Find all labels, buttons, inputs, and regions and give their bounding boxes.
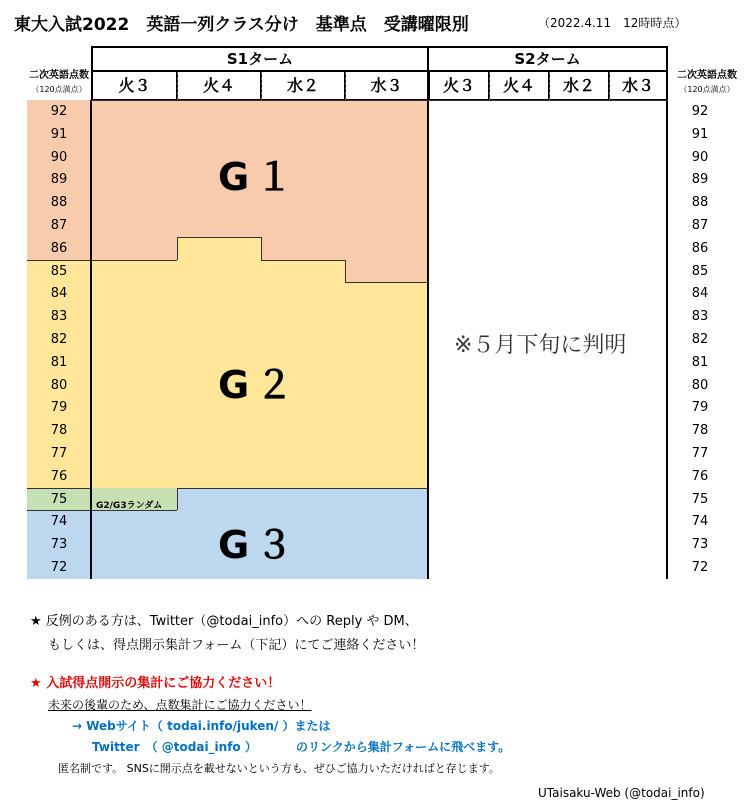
score-label-right: 77 (691, 446, 709, 461)
g1-g2-boundary (261, 260, 345, 261)
score-label-right: 91 (691, 126, 709, 142)
day-divider (549, 72, 550, 100)
score-label-right: 81 (691, 354, 709, 370)
day-header-s1-wed3: 水３ (345, 72, 429, 100)
score-label-left: 88 (27, 191, 91, 214)
g1-block (345, 100, 429, 282)
score-label-left: 72 (27, 556, 91, 579)
note-line-3 (30, 672, 280, 691)
g2-block (345, 282, 429, 487)
score-label-left: 92 (27, 100, 91, 123)
score-label-left: 82 (27, 328, 91, 351)
website-link[interactable]: → Webサイト（ todai.info/juken/ ）または (72, 719, 331, 733)
group-label-g3: G３ (218, 523, 300, 567)
g1-g2-boundary (177, 237, 261, 238)
score-label-right: 88 (691, 195, 709, 211)
day-header-s2-wed2: 水２ (549, 72, 609, 100)
score-label-left: 87 (27, 214, 91, 237)
score-label-left: 76 (27, 465, 91, 488)
g1-block (91, 100, 177, 260)
note-line-6b: のリンクから集計フォームに飛べます。 (296, 740, 511, 754)
step-edge (177, 488, 178, 511)
score-boundary (27, 260, 91, 261)
score-label-left: 84 (27, 282, 91, 305)
g1-g2-boundary (345, 282, 429, 283)
day-divider (609, 72, 610, 100)
score-label-right: 92 (691, 104, 709, 119)
score-label-right: 80 (691, 377, 709, 393)
g3-block (345, 488, 429, 579)
star-icon: ★ (30, 614, 42, 629)
page-title: 東大入試2022 英語一列クラス分け 基準点 受講曜限別 (14, 15, 469, 35)
score-label-left: 90 (27, 146, 91, 169)
g2-g3-boundary (177, 488, 261, 489)
note-line-1 (30, 610, 418, 629)
g3-block (91, 510, 177, 578)
score-label-left: 74 (27, 510, 91, 533)
score-label-right: 83 (691, 309, 709, 325)
note-line-3-text: 入試得点開示の集計にご協力ください！ (46, 676, 281, 691)
group-label-g2: G２ (218, 363, 300, 407)
step-edge (261, 237, 262, 260)
g2-block (91, 260, 177, 511)
day-divider (345, 72, 346, 100)
g1-g2-boundary (91, 260, 177, 261)
score-label-right: 73 (691, 537, 709, 553)
date-note: （2022.4.11 12時時点） (538, 16, 687, 30)
score-label-right: 75 (691, 491, 709, 507)
day-header-s2-wed3: 水３ (609, 72, 668, 100)
term-header-s1: S1ターム (91, 46, 429, 72)
score-label-right: 90 (691, 149, 709, 165)
score-label-right: 78 (691, 423, 709, 439)
score-label-left: 79 (27, 396, 91, 419)
day-header-s2-tue3: 火３ (429, 72, 489, 100)
day-header-s1-tue4: 火４ (177, 72, 261, 100)
term-header-s2: S2ターム (427, 46, 668, 72)
score-label-right: 79 (691, 400, 709, 416)
s2-pending-note: ※５月下旬に判明 (454, 333, 627, 358)
axis-header-right: 二次英語点数 (677, 70, 737, 81)
day-divider (489, 72, 490, 100)
score-boundary (27, 488, 91, 489)
score-label-left: 80 (27, 374, 91, 397)
grid-mid-border (427, 100, 429, 579)
score-label-left: 75 (27, 488, 91, 511)
score-label-right: 85 (691, 263, 709, 279)
score-label-left: 89 (27, 168, 91, 191)
grid-right-border (666, 100, 668, 579)
g2-g3-boundary (345, 488, 429, 489)
score-label-left: 85 (27, 260, 91, 283)
score-label-right: 84 (691, 286, 709, 302)
score-label-right: 82 (691, 332, 709, 347)
score-label-right: 76 (691, 468, 709, 484)
note-line-1-text: 反例のある方は、Twitter（@todai_info）への Reply や DM、 (45, 614, 418, 629)
score-label-right: 89 (691, 172, 709, 188)
score-label-right: 87 (691, 218, 709, 233)
step-edge (177, 237, 178, 260)
note-line-2: もしくは、得点開示集計フォーム（下記）にてご連絡ください！ (48, 638, 425, 653)
axis-subheader-right: （120点満点） (679, 85, 735, 94)
score-boundary (27, 510, 91, 511)
note-line-7: 匿名制です。 SNSに開示点を載せないという方も、ぜひご協力いただければと存じます。 (58, 762, 500, 775)
group-label-g1: G１ (218, 155, 300, 199)
random-label: G2/G3ランダム (96, 501, 163, 511)
day-header-s1-wed2: 水２ (261, 72, 345, 100)
score-label-left: 83 (27, 305, 91, 328)
score-label-left: 77 (27, 442, 91, 465)
credit: UTaisaku-Web (@todai_info) (538, 786, 705, 800)
day-divider (261, 72, 262, 100)
axis-subheader-left: （120点満点） (31, 85, 87, 94)
score-label-left: 91 (27, 123, 91, 146)
day-divider (177, 72, 178, 100)
twitter-link[interactable]: Twitter （ @todai_info ） (92, 740, 257, 754)
score-label-left: 81 (27, 351, 91, 374)
step-edge (345, 260, 346, 283)
day-header-s2-tue4: 火４ (489, 72, 549, 100)
score-label-left: 78 (27, 419, 91, 442)
score-label-right: 86 (691, 240, 709, 256)
score-label-left: 86 (27, 237, 91, 260)
grid-left-border (90, 100, 92, 579)
score-label-left: 73 (27, 533, 91, 556)
score-label-right: 72 (691, 560, 709, 575)
day-header-s1-tue3: 火３ (91, 72, 177, 100)
score-label-right: 74 (691, 514, 709, 530)
axis-header-left: 二次英語点数 (29, 70, 89, 81)
g2-g3-boundary (261, 488, 345, 489)
grid-top-border (91, 100, 668, 101)
star-icon: ★ (30, 676, 42, 691)
note-line-4: 未来の後輩のため、点数集計にご協力ください！ (48, 698, 312, 712)
